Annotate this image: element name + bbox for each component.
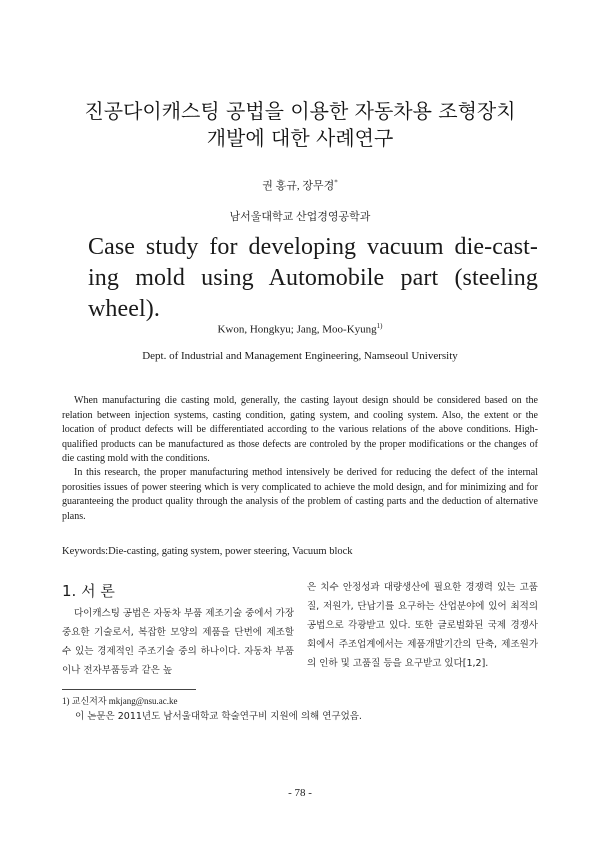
english-title-line1: Case study for developing vacuum die-cast- (88, 234, 538, 260)
english-title-line2: ing mold using Automobile part (steeling wheel). (88, 265, 538, 322)
footnote-divider (62, 689, 196, 690)
korean-authors-mark: * (334, 178, 338, 187)
footnote-funding: 이 논문은 2011년도 남서울대학교 학술연구비 지원에 의해 연구었음. (75, 711, 362, 722)
body-text-left-column: 다이캐스팅 공법은 자동차 부품 제조기술 중에서 가장 중요한 기술로서, 복잡한 모양의 제품을 단번에 제조할 수 있는 경제적인 주조기술 중의 하나이다. 자동차 부품이나 전자부품등과 같은 높 (62, 608, 295, 676)
korean-affiliation: 남서울대학교 산업경영공학과 (229, 211, 371, 223)
korean-title-line1: 진공다이캐스팅 공법을 이용한 자동차용 조형장치 (84, 99, 516, 123)
english-authors-names: Kwon, Hongkyu; Jang, Moo-Kyung (217, 323, 377, 336)
footnote-corresponding-author: 1) 교신저자 mkjang@nsu.ac.ke (62, 696, 178, 706)
english-affiliation: Dept. of Industrial and Management Engineering, Namseoul University (142, 350, 458, 362)
korean-title (0, 98, 600, 152)
abstract-paragraph-2: In this research, the proper manufacturing method intensively be derived for reducing the defect of the internal porosities issues of power steering which is very complicated to achieve the mold design, and for minimizing and for guaranteeing the product quality through the analysis of the problem of casting parts and the deduction of alternative plans. (62, 467, 538, 522)
english-authors (0, 322, 600, 336)
korean-title-line2: 개발에 대한 사례연구 (206, 126, 394, 150)
english-authors-mark: 1) (376, 322, 383, 330)
keywords: Keywords:Die-casting, gating system, power steering, Vacuum block (62, 546, 353, 557)
body-text-right-column: 은 치수 안정성과 대량생산에 필요한 경쟁력 있는 고품질, 저원가, 단납기를 요구하는 산업분야에 있어 최적의 공법으로 각광받고 있다. 또한 글로벌화된 국제 경쟁사회에서 주조업계에서는 제품개발기간의 단축, 제조원가의 인하 및 고품질 등을 요구받고 있다[1,2]. (307, 582, 538, 669)
section-heading: 1. 서 론 (62, 582, 115, 600)
abstract-paragraph-1: When manufacturing die casting mold, generally, the casting layout design should be considered based on the relation between injection systems, casting condition, gating system, and cooling system. Also, the extent or the location of product defects will be differentiated according to the various relations of the above conditions. High-qualified products can be manufactured as those defects are controled by the proper modifications or the changes of die casting mold with the conditions. (62, 395, 538, 464)
english-title (88, 232, 538, 325)
korean-authors-names: 권 홍규, 장무경 (262, 180, 335, 192)
page-number: - 78 - (288, 787, 312, 799)
korean-authors (0, 177, 600, 193)
